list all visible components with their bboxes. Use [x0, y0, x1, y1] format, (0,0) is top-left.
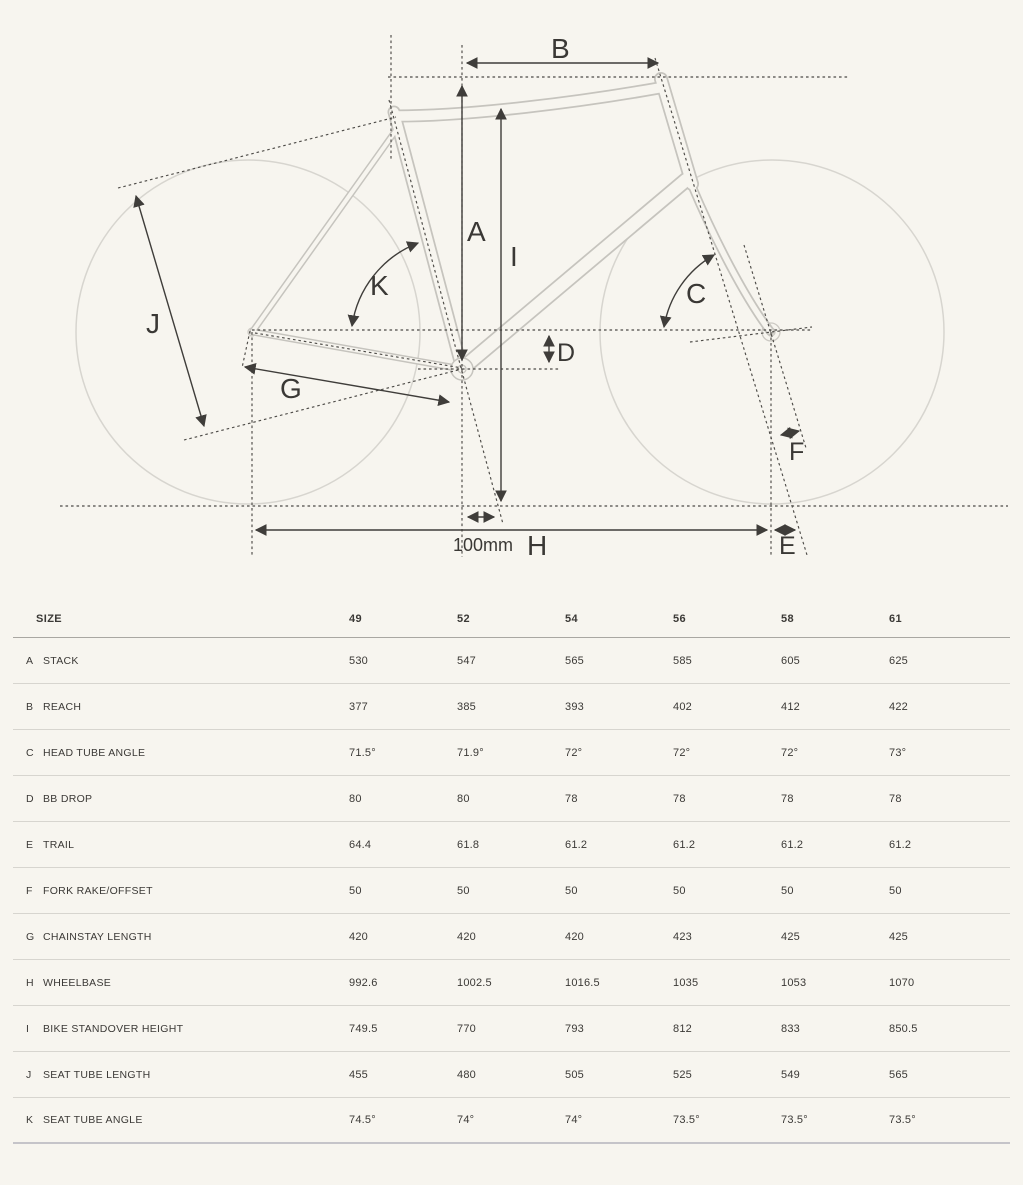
label-E: E: [779, 532, 796, 560]
table-cell: 585: [673, 654, 692, 667]
size-column-header: 54: [565, 612, 579, 625]
row-name: WHEELBASE: [43, 976, 112, 989]
table-row: [13, 914, 1010, 960]
table-cell: 480: [457, 1068, 476, 1081]
table-cell: 61.2: [673, 838, 696, 851]
table-body: [13, 638, 1010, 1144]
table-cell: 412: [781, 700, 800, 713]
table-cell: 50: [781, 884, 794, 897]
table-cell: 78: [781, 792, 794, 805]
label-I: I: [510, 241, 518, 272]
row-label: [26, 655, 349, 667]
row-label: [26, 885, 349, 897]
table-cell: 547: [457, 654, 476, 667]
table-cell: 78: [673, 792, 686, 805]
row-letter: K: [26, 1114, 34, 1126]
row-name: SEAT TUBE ANGLE: [43, 1114, 143, 1126]
table-row: [13, 868, 1010, 914]
table-cell: 565: [565, 654, 584, 667]
size-column-header: 52: [457, 612, 471, 625]
row-label: [26, 1069, 349, 1081]
label-H: H: [527, 530, 548, 561]
size-column-header: 58: [781, 612, 795, 625]
row-name: TRAIL: [43, 838, 75, 851]
row-letter: G: [26, 930, 35, 943]
table-cell: 74.5°: [349, 1114, 376, 1126]
table-row: [13, 1098, 1010, 1144]
row-label: [26, 747, 349, 759]
table-cell: 1002.5: [457, 976, 492, 989]
table-cell: 1016.5: [565, 976, 600, 989]
row-letter: A: [26, 654, 34, 667]
table-cell: 61.2: [889, 838, 912, 851]
table-cell: 420: [457, 930, 476, 943]
size-column-header: 56: [673, 612, 687, 625]
table-cell: 80: [349, 792, 362, 805]
geometry-table: [13, 600, 1010, 1144]
row-letter: J: [26, 1068, 32, 1081]
table-row: [13, 684, 1010, 730]
table-cell: 50: [565, 884, 578, 897]
row-name: STACK: [43, 654, 79, 667]
table-cell: 425: [781, 930, 800, 943]
row-name: HEAD TUBE ANGLE: [43, 746, 146, 759]
row-letter: D: [26, 792, 34, 805]
table-row: [13, 776, 1010, 822]
table-cell: 420: [565, 930, 584, 943]
table-cell: 71.5°: [349, 746, 376, 759]
table-row: [13, 1006, 1010, 1052]
size-column-header: 61: [889, 612, 903, 625]
table-cell: 1070: [889, 976, 915, 989]
row-name: FORK RAKE/OFFSET: [43, 884, 153, 897]
row-name: BIKE STANDOVER HEIGHT: [43, 1022, 184, 1035]
label-G: G: [280, 373, 302, 404]
table-cell: 73.5°: [781, 1114, 808, 1126]
table-cell: 992.6: [349, 976, 378, 989]
table-cell: 505: [565, 1068, 584, 1081]
table-cell: 565: [889, 1068, 908, 1081]
table-cell: 61.2: [565, 838, 588, 851]
label-100mm: 100mm: [453, 535, 514, 555]
table-header-row: [13, 600, 1010, 638]
table-row: [13, 1052, 1010, 1098]
table-cell: 73°: [889, 746, 907, 759]
table-row: [13, 822, 1010, 868]
row-letter: I: [26, 1022, 30, 1035]
dim-F-rake: [781, 431, 799, 435]
table-cell: 71.9°: [457, 746, 484, 759]
table-cell: 530: [349, 654, 368, 667]
table-cell: 749.5: [349, 1022, 378, 1035]
row-letter: C: [26, 746, 34, 759]
row-label: [26, 1023, 349, 1035]
row-label: [26, 977, 349, 989]
dim-G-chainstay: [245, 367, 449, 402]
row-label: [26, 931, 349, 943]
table-cell: 770: [457, 1022, 476, 1035]
bike-frame: [253, 79, 770, 380]
row-letter: F: [26, 884, 33, 897]
table-cell: 1053: [781, 976, 807, 989]
table-cell: 385: [457, 700, 476, 713]
table-cell: 72°: [673, 746, 691, 759]
table-cell: 377: [349, 700, 368, 713]
table-cell: 72°: [565, 746, 583, 759]
size-column-header: SIZE: [36, 612, 63, 625]
table-cell: 625: [889, 654, 908, 667]
label-J: J: [146, 308, 160, 339]
table-cell: 74°: [457, 1114, 475, 1126]
label-F: F: [789, 438, 805, 466]
label-K: K: [370, 270, 389, 301]
table-cell: 50: [457, 884, 470, 897]
table-cell: 78: [889, 792, 902, 805]
label-A: A: [467, 216, 486, 247]
table-cell: 422: [889, 700, 908, 713]
table-cell: 73.5°: [673, 1114, 700, 1126]
row-letter: H: [26, 976, 34, 989]
row-label: [26, 701, 349, 713]
table-cell: 78: [565, 792, 578, 805]
row-letter: E: [26, 838, 34, 851]
row-name: BB DROP: [43, 792, 93, 805]
table-cell: 50: [673, 884, 686, 897]
table-row: [13, 638, 1010, 684]
row-name: REACH: [43, 700, 82, 713]
table-cell: 420: [349, 930, 368, 943]
row-label: [26, 793, 349, 805]
row-label: [26, 839, 349, 851]
label-B: B: [551, 33, 570, 64]
table-cell: 72°: [781, 746, 799, 759]
label-C: C: [686, 278, 707, 309]
rear-wheel: [76, 160, 420, 504]
table-cell: 402: [673, 700, 692, 713]
table-cell: 1035: [673, 976, 699, 989]
table-row: [13, 730, 1010, 776]
row-letter: B: [26, 700, 34, 713]
table-cell: 525: [673, 1068, 692, 1081]
table-cell: 64.4: [349, 838, 372, 851]
table-cell: 455: [349, 1068, 368, 1081]
table-cell: 73.5°: [889, 1114, 916, 1126]
table-cell: 74°: [565, 1114, 583, 1126]
size-column-header: 49: [349, 612, 363, 625]
table-cell: 50: [889, 884, 902, 897]
table-cell: 605: [781, 654, 800, 667]
table-cell: 425: [889, 930, 908, 943]
row-name: CHAINSTAY LENGTH: [43, 930, 152, 943]
label-D: D: [557, 339, 576, 367]
table-cell: 833: [781, 1022, 800, 1035]
table-cell: 50: [349, 884, 362, 897]
table-row: [13, 960, 1010, 1006]
construction-lines: [60, 35, 1008, 557]
row-label: [26, 1114, 349, 1126]
table-cell: 793: [565, 1022, 584, 1035]
row-name: SEAT TUBE LENGTH: [43, 1068, 151, 1081]
table-cell: 80: [457, 792, 470, 805]
table-cell: 549: [781, 1068, 800, 1081]
table-cell: 850.5: [889, 1022, 918, 1035]
table-cell: 423: [673, 930, 692, 943]
table-cell: 812: [673, 1022, 692, 1035]
table-cell: 61.2: [781, 838, 804, 851]
table-cell: 393: [565, 700, 584, 713]
table-cell: 61.8: [457, 838, 480, 851]
